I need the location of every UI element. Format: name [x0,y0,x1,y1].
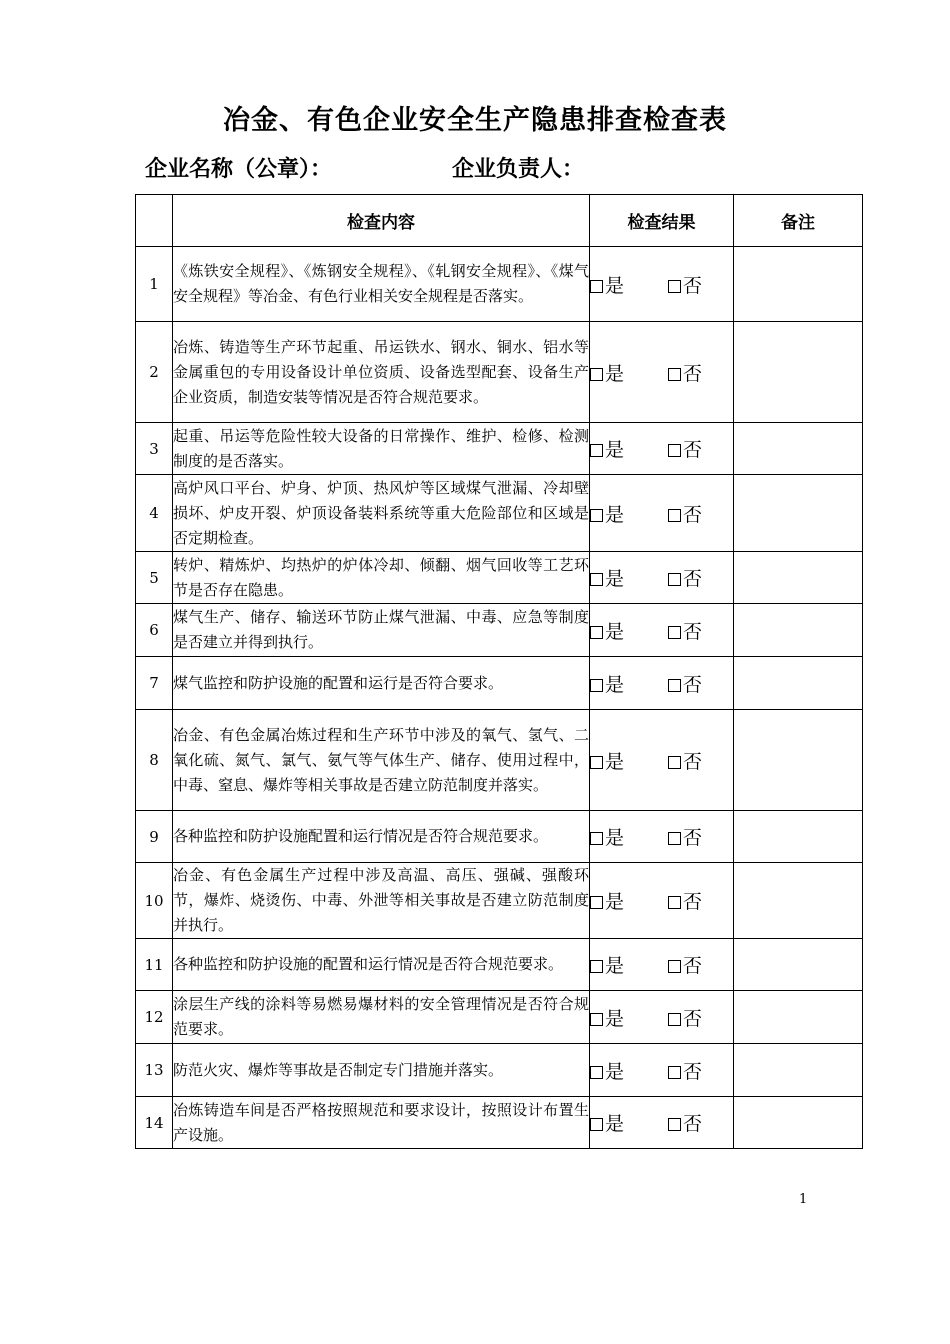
header-remark: 备注 [734,195,863,247]
row-content: 防范火灾、爆炸等事故是否制定专门措施并落实。 [173,1044,590,1097]
no-label: 否 [683,620,703,643]
checkbox-icon[interactable] [590,832,603,845]
checkbox-icon[interactable] [668,1066,681,1079]
checkbox-icon[interactable] [590,1066,603,1079]
row-content: 冶金、有色金属冶炼过程和生产环节中涉及的氧气、氢气、二氧化硫、氮气、氯气、氨气等气体生产、储存、使用过程中，中毒、窒息、爆炸等相关事故是否建立防范制度并落实。 [173,710,590,811]
row-content: 起重、吊运等危险性较大设备的日常操作、维护、检修、检测制度的是否落实。 [173,423,590,475]
row-remark[interactable] [734,247,863,322]
no-label: 否 [683,1007,703,1030]
row-remark[interactable] [734,657,863,710]
table-row [136,811,863,863]
table-row [136,1044,863,1097]
row-number: 6 [136,604,173,657]
checkbox-icon[interactable] [590,679,603,692]
row-result [590,811,734,863]
checkbox-icon[interactable] [590,509,603,522]
table-row [136,991,863,1044]
yes-label: 是 [605,750,625,773]
checkbox-icon[interactable] [590,960,603,973]
checkbox-icon[interactable] [590,896,603,909]
row-result [590,247,734,322]
yes-label: 是 [605,955,625,977]
row-remark[interactable] [734,322,863,423]
header-result: 检查结果 [590,195,734,247]
row-result [590,863,734,939]
header-number [136,195,173,247]
yes-label: 是 [605,620,625,643]
checkbox-icon[interactable] [590,444,603,457]
yes-option[interactable] [590,359,668,386]
checkbox-icon[interactable] [590,368,603,381]
row-remark[interactable] [734,552,863,604]
checkbox-icon[interactable] [668,509,681,522]
row-content: 煤气监控和防护设施的配置和运行是否符合要求。 [173,657,590,710]
row-content: 高炉风口平台、炉身、炉顶、热风炉等区域煤气泄漏、冷却壁损坏、炉皮开裂、炉顶设备装料系统等重大危险部位和区域是否定期检查。 [173,475,590,552]
row-remark[interactable] [734,423,863,475]
yes-option[interactable] [590,271,668,298]
yes-label: 是 [605,439,625,461]
yes-label: 是 [605,568,625,590]
yes-label: 是 [605,1060,625,1083]
table-row [136,863,863,939]
no-label: 否 [683,955,703,977]
no-label: 否 [683,1060,703,1083]
row-number: 13 [136,1044,173,1097]
yes-option[interactable] [590,670,668,697]
table-row [136,423,863,475]
row-content: 转炉、精炼炉、均热炉的炉体冷却、倾翻、烟气回收等工艺环节是否存在隐患。 [173,552,590,604]
no-option[interactable] [668,1109,702,1136]
no-label: 否 [683,750,703,773]
form-meta [145,152,585,183]
row-result [590,939,734,991]
no-option[interactable] [668,670,702,697]
yes-option[interactable] [590,823,668,850]
row-number: 12 [136,991,173,1044]
row-result [590,475,734,552]
yes-label: 是 [605,673,625,696]
no-label: 否 [683,503,703,526]
row-number: 10 [136,863,173,939]
no-option[interactable] [668,500,702,527]
company-owner-label: 企业负责人： [452,156,585,182]
table-row [136,710,863,811]
inspection-table [135,194,863,1149]
row-remark[interactable] [734,604,863,657]
row-number: 11 [136,939,173,991]
no-option[interactable] [668,1004,702,1031]
page-title: 冶金、有色企业安全生产隐患排查检查表 [223,105,727,136]
row-number: 14 [136,1097,173,1149]
no-option[interactable] [668,951,702,978]
yes-label: 是 [605,891,625,913]
no-option[interactable] [668,564,702,591]
no-label: 否 [683,439,703,461]
checkbox-icon[interactable] [668,368,681,381]
no-label: 否 [683,568,703,590]
no-option[interactable] [668,271,702,298]
row-result [590,1097,734,1149]
checkbox-icon[interactable] [668,832,681,845]
table-row [136,322,863,423]
checkbox-icon[interactable] [668,1013,681,1026]
yes-option[interactable] [590,887,668,914]
no-option[interactable] [668,823,702,850]
no-option[interactable] [668,887,702,914]
yes-option[interactable] [590,564,668,591]
yes-option[interactable] [590,435,668,462]
row-result [590,710,734,811]
row-remark[interactable] [734,811,863,863]
checkbox-icon[interactable] [668,960,681,973]
row-result [590,322,734,423]
checkbox-icon[interactable] [668,626,681,639]
no-option[interactable] [668,435,702,462]
row-number: 4 [136,475,173,552]
header-content: 检查内容 [173,195,590,247]
no-label: 否 [683,827,703,849]
row-number: 5 [136,552,173,604]
checkbox-icon[interactable] [590,573,603,586]
row-remark[interactable] [734,1044,863,1097]
yes-option[interactable] [590,1057,668,1084]
row-result [590,552,734,604]
checkbox-icon[interactable] [590,626,603,639]
row-remark[interactable] [734,710,863,811]
table-row [136,939,863,991]
yes-option[interactable] [590,617,668,644]
row-result [590,991,734,1044]
row-content: 冶炼铸造车间是否严格按照规范和要求设计，按照设计布置生产设施。 [173,1097,590,1149]
row-number: 3 [136,423,173,475]
no-label: 否 [683,891,703,913]
row-remark[interactable] [734,939,863,991]
checkbox-icon[interactable] [668,896,681,909]
yes-label: 是 [605,1007,625,1030]
yes-label: 是 [605,503,625,526]
no-label: 否 [683,362,703,385]
row-number: 9 [136,811,173,863]
table-row [136,604,863,657]
no-option[interactable] [668,1057,702,1084]
table-row [136,657,863,710]
checkbox-icon[interactable] [590,280,603,293]
table-row [136,1097,863,1149]
row-result [590,604,734,657]
yes-label: 是 [605,274,625,297]
page-number: 1 [799,1192,808,1207]
checkbox-icon[interactable] [668,756,681,769]
row-content: 《炼铁安全规程》、《炼钢安全规程》、《轧钢安全规程》、《煤气安全规程》等冶金、有色行业相关安全规程是否落实。 [173,247,590,322]
no-option[interactable] [668,617,702,644]
row-number: 1 [136,247,173,322]
row-content: 各种监控和防护设施配置和运行情况是否符合规范要求。 [173,811,590,863]
yes-label: 是 [605,1113,625,1135]
checkbox-icon[interactable] [668,1118,681,1131]
no-label: 否 [683,274,703,297]
row-content: 冶金、有色金属生产过程中涉及高温、高压、强碱、强酸环节，爆炸、烧烫伤、中毒、外泄等相关事故是否建立防范制度并执行。 [173,863,590,939]
table-row [136,475,863,552]
company-name-label: 企业名称（公章）： [145,156,333,182]
row-number: 2 [136,322,173,423]
row-content: 冶炼、铸造等生产环节起重、吊运铁水、钢水、铜水、铝水等金属重包的专用设备设计单位资质、设备选型配套、设备生产企业资质，制造安装等情况是否符合规范要求。 [173,322,590,423]
checkbox-icon[interactable] [668,444,681,457]
yes-option[interactable] [590,951,668,978]
row-result [590,423,734,475]
row-result [590,657,734,710]
row-content: 煤气生产、储存、输送环节防止煤气泄漏、中毒、应急等制度是否建立并得到执行。 [173,604,590,657]
yes-label: 是 [605,362,625,385]
table-body [136,247,863,1149]
table-row [136,552,863,604]
row-number: 8 [136,710,173,811]
checkbox-icon[interactable] [590,756,603,769]
no-option[interactable] [668,359,702,386]
yes-label: 是 [605,827,625,849]
checkbox-icon[interactable] [590,1013,603,1026]
table-header-row [136,195,863,247]
yes-option[interactable] [590,1109,668,1136]
yes-option[interactable] [590,747,668,774]
checkbox-icon[interactable] [668,573,681,586]
yes-option[interactable] [590,1004,668,1031]
row-content: 各种监控和防护设施的配置和运行情况是否符合规范要求。 [173,939,590,991]
row-remark[interactable] [734,475,863,552]
checkbox-icon[interactable] [668,679,681,692]
checkbox-icon[interactable] [590,1118,603,1131]
row-content: 涂层生产线的涂料等易燃易爆材料的安全管理情况是否符合规范要求。 [173,991,590,1044]
checkbox-icon[interactable] [668,280,681,293]
row-number: 7 [136,657,173,710]
row-remark[interactable] [734,991,863,1044]
row-remark[interactable] [734,863,863,939]
row-result [590,1044,734,1097]
row-remark[interactable] [734,1097,863,1149]
no-label: 否 [683,673,703,696]
no-option[interactable] [668,747,702,774]
yes-option[interactable] [590,500,668,527]
no-label: 否 [683,1113,703,1135]
table-row [136,247,863,322]
